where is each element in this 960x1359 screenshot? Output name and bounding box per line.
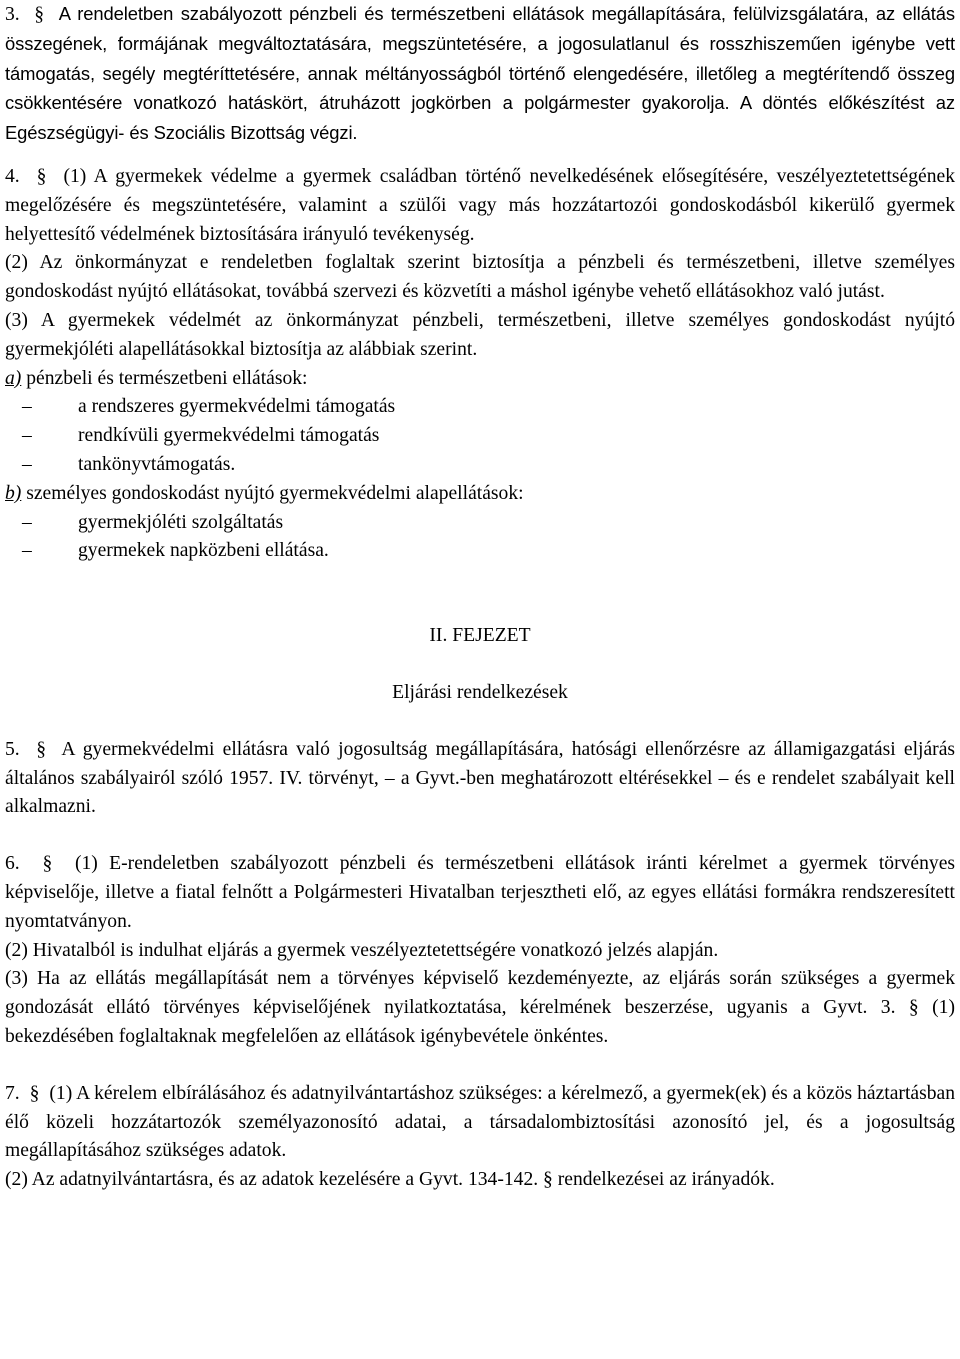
list-a-item-text: a rendszeres gyermekvédelmi támogatás [78,396,396,418]
list-a-item-text: rendkívüli gyermekvédelmi támogatás [78,425,380,447]
chapter-subtitle: Eljárási rendelkezések [392,681,568,703]
section-6-number: 6. [5,853,20,875]
spacer [5,708,955,736]
dash-marker: – [22,540,32,562]
dash-marker: – [22,425,32,447]
section-7-number: 7. [5,1082,20,1104]
section-6-paragraph-2 [5,937,955,966]
list-a-item [5,451,955,480]
list-a-item [5,393,955,422]
section-3-text: A rendeletben szabályozott pénzbeli és természetbeni ellátások megállapítására, felülvizsgálatára, az ellátás összegének, formájának megváltoztatására, megszüntetésére, a jogosulatlanul és rosszhiszeműen igénybe vett támogatás, segély megtéríttetésére, annak méltányosságból történő elengedésére, illetőleg a megtérítendő összeg csökkentésére vonatkozó hatáskört, átruházott jogkörben a polgármester gyakorolja. A döntés előkészítést az Egészségügyi- és Szociális Bizottság végzi. [5,3,956,144]
section-7-p2-text: (2) Az adatnyilvántartásra, és az adatok kezelésére a Gyvt. 134-142. § rendelkezései az irányadók. [5,1169,775,1191]
section-5-number: 5. [5,738,20,760]
section-6-sign: § [42,853,53,875]
section-6-p1-text: (1) E-rendeletben szabályozott pénzbeli és természetbeni ellátások iránti kérelmet a gyermek törvényes képviselője, illetve a fiatal felnőtt a Polgármesteri Hivatalban terjesztheti elő, az egyes ellátási formákra rendszeresített nyomtatványon. [5,853,956,932]
section-4-paragraph-2 [5,249,955,307]
section-3-sign: § [34,4,45,25]
list-b-heading [5,480,955,509]
document-page [5,0,955,1195]
list-a-label: a) [5,367,22,389]
spacer [5,566,955,622]
dash-marker: – [22,511,32,533]
section-6-paragraph-3 [5,965,955,1051]
spacer [5,149,955,163]
section-4-p2-text: (2) Az önkormányzat e rendeletben foglaltak szerint biztosítja a pénzbeli és természetbeni, illetve személyes gondoskodást nyújtó ellátásokat, továbbá szervezi és közvetíti a máshol igénybe vehető ellátásokhoz való jutást. [5,252,955,303]
section-7-sign: § [29,1082,40,1104]
section-5-sign: § [36,738,46,760]
section-6-paragraph-1 [5,850,955,936]
section-6-p2-text: (2) Hivatalból is indulhat eljárás a gyermek veszélyeztetettségére vonatkozó jelzés alapján. [5,939,719,961]
list-b-item-text: gyermekek napközbeni ellátása. [78,540,329,562]
section-4-paragraph-1 [5,163,955,249]
section-4-p3-text: (3) A gyermekek védelmét az önkormányzat pénzbeli, természetbeni, illetve személyes gondoskodást nyújtó gyermekjóléti alapellátásokkal biztosítja az alábbiak szerint. [5,309,955,360]
section-5-text: A gyermekvédelmi ellátásra való jogosultság megállapítására, hatósági ellenőrzésre az államigazgatási eljárás általános szabályairól szóló 1957. IV. törvényt, – a Gyvt.-ben meghatározott eltérésekkel – és e rendelet szabályait kell alkalmazni. [5,738,956,818]
section-4-number: 4. [5,165,20,187]
list-a-item-text: tankönyvtámogatás. [78,453,236,475]
list-b-text: személyes gondoskodást nyújtó gyermekvédelmi alapellátások: [26,482,524,504]
list-b-label: b) [5,482,22,504]
list-b-item-text: gyermekjóléti szolgáltatás [78,511,284,533]
section-4-paragraph-3 [5,307,955,365]
spacer [5,822,955,850]
section-7-paragraph-2 [5,1166,955,1195]
section-3-paragraph [5,0,955,149]
list-a-item [5,422,955,451]
chapter-title: II. FEJEZET [429,625,531,647]
spacer [5,1052,955,1080]
section-7-p1-text: (1) A kérelem elbírálásához és adatnyilvántartáshoz szükséges: a kérelmező, a gyermek(ek) és a közös háztartásban élő közeli hozzátartozók személyazonosító adatai, a társadalombiztosítási azonosító jel, és a jogosultság megállapításához szükséges adatok. [5,1082,956,1162]
list-a-text: pénzbeli és természetbeni ellátások: [26,367,308,389]
section-7-paragraph-1 [5,1080,955,1166]
dash-marker: – [22,453,32,475]
section-6-p3-text: (3) Ha az ellátás megállapítását nem a törvényes képviselő kezdeményezte, az eljárás során szükséges a gyermek gondozását ellátó törvényes képviselőjének nyilatkoztatása, kérelmének beszerzése, ugyanis a Gyvt. 3. § (1) bekezdésében foglaltaknak megfelelően az ellátások igénybevétele önkéntes. [5,968,955,1047]
section-4-sign: § [36,165,47,187]
spacer [5,651,955,679]
list-b-item [5,509,955,538]
section-4-p1-text: (1) A gyermekek védelme a gyermek családban történő nevelkedésének elősegítésére, veszélyeztetettségének megelőzésére és megszüntetésére, valamint a szülői vagy más hozzátartozói gondoskodásból kikerülő gyermek helyettesítő védelmének biztosítására irányuló tevékenység. [5,165,956,245]
list-b-item [5,537,955,566]
section-5-paragraph [5,736,955,822]
dash-marker: – [22,396,32,418]
section-3-number: 3. [5,4,20,25]
list-a-heading [5,365,955,394]
